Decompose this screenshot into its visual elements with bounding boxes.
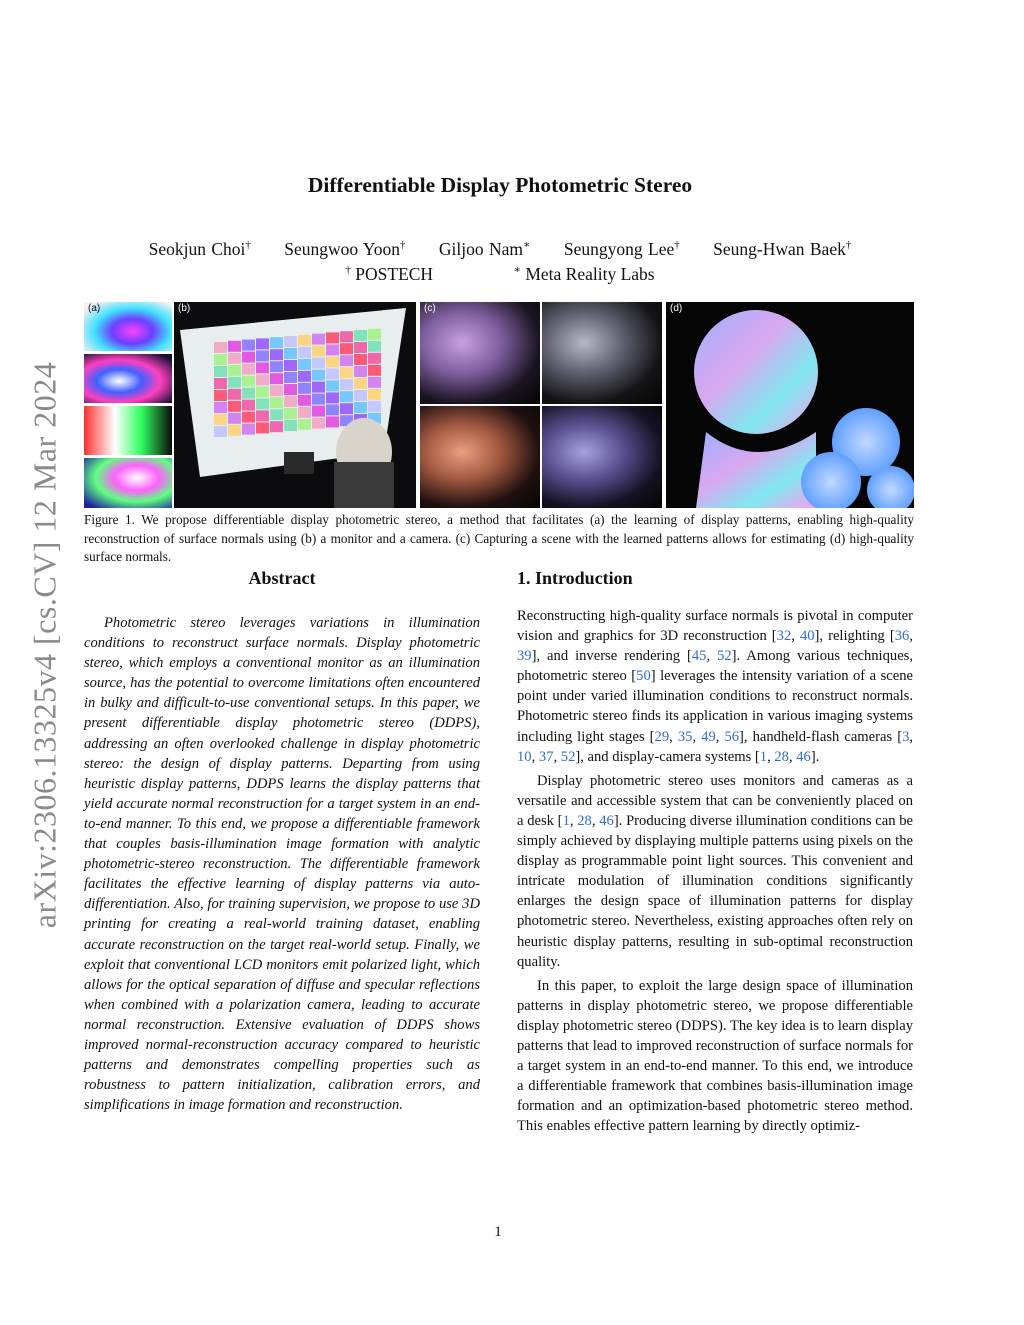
monitor-pattern-cell bbox=[228, 401, 241, 412]
panel-c-capture-3 bbox=[420, 406, 540, 508]
monitor-pattern-cell bbox=[214, 390, 227, 401]
monitor-pattern-cell bbox=[326, 380, 339, 391]
monitor-pattern-cell bbox=[256, 338, 269, 349]
monitor-pattern-cell bbox=[214, 402, 227, 413]
citation-link[interactable]: 40 bbox=[799, 628, 815, 645]
monitor-pattern-cell bbox=[312, 370, 325, 381]
monitor-pattern-cell bbox=[368, 329, 381, 340]
citation-link[interactable]: 1 bbox=[759, 748, 768, 765]
intro-paragraph-1: Reconstructing high-quality surface normals is pivotal in computer vision and graphics for 3D reconstruction [32, 40], relighting [36, 39], and inverse rendering [45, 52]. Among various techniques, photometric stereo [50] leverages the intensity variation of a scene point under varied illumination conditions to reconstruct normals. Photometric stereo finds its application in various imaging systems including light stages [29, 35, 49, 56], handheld-flash cameras [3, 10, 37, 52], and display-camera systems [1, 28, 46]. bbox=[517, 608, 914, 765]
monitor-pattern-cell bbox=[228, 377, 241, 388]
citation-link[interactable]: 10 bbox=[517, 748, 532, 765]
panel-label: (b) bbox=[178, 303, 191, 314]
monitor-pattern-cell bbox=[354, 354, 367, 365]
monitor-pattern-cell bbox=[326, 332, 339, 343]
monitor-pattern-cell bbox=[354, 366, 367, 377]
monitor-pattern-cell bbox=[312, 394, 325, 405]
monitor-pattern-cell bbox=[312, 346, 325, 357]
citation-link[interactable]: 32 bbox=[776, 628, 792, 645]
panel-a-pattern-3 bbox=[84, 406, 172, 455]
monitor-pattern-cell bbox=[256, 422, 269, 433]
monitor-pattern-cell bbox=[228, 389, 241, 400]
citation-link[interactable]: 50 bbox=[636, 668, 651, 685]
citation-link[interactable]: 37 bbox=[538, 748, 554, 765]
monitor-pattern-cell bbox=[270, 373, 283, 384]
abstract-heading: Abstract bbox=[248, 568, 316, 588]
citation-link[interactable]: 29 bbox=[654, 728, 670, 745]
monitor-pattern-cell bbox=[326, 344, 339, 355]
figure-1 bbox=[84, 302, 914, 508]
arxiv-sidebar bbox=[28, 345, 62, 945]
monitor-pattern-cell bbox=[270, 421, 283, 432]
citation-link[interactable]: 45 bbox=[691, 648, 707, 665]
monitor-pattern-cell bbox=[312, 334, 325, 345]
author: Giljoo Nam∗ bbox=[438, 239, 531, 259]
monitor-pattern-cell bbox=[256, 398, 269, 409]
monitor-pattern-cell bbox=[284, 372, 297, 383]
monitor-pattern-cell bbox=[354, 390, 367, 401]
monitor-pattern-cell bbox=[284, 348, 297, 359]
citation-link[interactable]: 3 bbox=[902, 728, 910, 745]
monitor-pattern-cell bbox=[214, 378, 227, 389]
citation-link[interactable]: 39 bbox=[517, 648, 532, 665]
monitor-pattern-cell bbox=[270, 397, 283, 408]
panel-label: (d) bbox=[670, 303, 683, 314]
monitor-pattern-cell bbox=[284, 408, 297, 419]
monitor-pattern-cell bbox=[340, 379, 353, 390]
monitor-pattern-cell bbox=[312, 418, 325, 429]
monitor-pattern-cell bbox=[214, 342, 227, 353]
page-number: 1 bbox=[494, 1224, 502, 1240]
monitor-pattern-cell bbox=[368, 377, 381, 388]
author: Seung-Hwan Baek† bbox=[713, 239, 852, 259]
monitor-pattern-cell bbox=[368, 365, 381, 376]
monitor-pattern-cell bbox=[256, 374, 269, 385]
panel-label: (a) bbox=[88, 303, 101, 314]
monitor-pattern-cell bbox=[298, 395, 311, 406]
panel-d-normal-map bbox=[666, 302, 914, 508]
monitor-pattern-cell bbox=[242, 388, 255, 399]
monitor-pattern-cell bbox=[354, 330, 367, 341]
panel-b-monitor-setup bbox=[174, 302, 416, 508]
citation-link[interactable]: 35 bbox=[677, 728, 693, 745]
author: Seokjun Choi† bbox=[148, 239, 251, 259]
monitor-pattern-cell bbox=[242, 400, 255, 411]
monitor-photo bbox=[174, 302, 416, 508]
monitor-pattern-cell bbox=[228, 425, 241, 436]
monitor-pattern-cell bbox=[326, 416, 339, 427]
panel-a-pattern-2 bbox=[84, 354, 172, 403]
citation-link[interactable]: 28 bbox=[577, 812, 592, 829]
monitor-pattern-cell bbox=[270, 409, 283, 420]
panel-c-capture-4 bbox=[542, 406, 662, 508]
monitor-pattern-cell bbox=[326, 356, 339, 367]
citation-link[interactable]: 28 bbox=[774, 748, 789, 765]
author-list bbox=[0, 239, 1000, 260]
intro-paragraph-2: Display photometric stereo uses monitors and cameras as a versatile and accessible system that can be conveniently placed on a desk [1, 28, 46]. Producing diverse illumination conditions can be simply achieved by displaying multiple patterns using pixels on the display as programmable point light sources. This convenient and intricate modulation of illumination conditions significantly enlarges the design space of illumination patterns for display photometric stereo. Nevertheless, existing approaches often rely on heuristic display patterns, resulting in sub-optimal reconstruction quality. bbox=[517, 772, 914, 970]
monitor-pattern-cell bbox=[270, 361, 283, 372]
monitor-pattern-cell bbox=[214, 354, 227, 365]
affiliation: † POSTECH bbox=[345, 264, 434, 284]
monitor-pattern-cell bbox=[228, 365, 241, 376]
panel-c-capture-2 bbox=[542, 302, 662, 404]
monitor-pattern-cell bbox=[312, 358, 325, 369]
monitor-pattern-cell bbox=[326, 404, 339, 415]
monitor-pattern-cell bbox=[242, 376, 255, 387]
panel-a-pattern-4 bbox=[84, 458, 172, 508]
panel-c-capture-1 bbox=[420, 302, 540, 404]
citation-link[interactable]: 46 bbox=[599, 812, 614, 829]
affiliation-list bbox=[0, 264, 1000, 285]
monitor-pattern-cell bbox=[284, 420, 297, 431]
citation-link[interactable]: 49 bbox=[701, 728, 716, 745]
monitor-pattern-cell bbox=[340, 391, 353, 402]
citation-link[interactable]: 52 bbox=[560, 748, 576, 765]
monitor-pattern-cell bbox=[298, 371, 311, 382]
citation-link[interactable]: 1 bbox=[562, 812, 570, 829]
author: Seungwoo Yoon† bbox=[284, 239, 406, 259]
monitor-pattern-cell bbox=[270, 349, 283, 360]
monitor-pattern-cell bbox=[256, 386, 269, 397]
monitor-pattern-cell bbox=[298, 335, 311, 346]
monitor-pattern-cell bbox=[242, 424, 255, 435]
panel-label: (c) bbox=[424, 303, 436, 314]
monitor-pattern-cell bbox=[284, 384, 297, 395]
citation-link[interactable]: 46 bbox=[796, 748, 811, 765]
paper-title: Differentiable Display Photometric Stereo bbox=[307, 173, 693, 197]
citation-link[interactable]: 52 bbox=[717, 648, 732, 665]
monitor-pattern-cell bbox=[256, 350, 269, 361]
monitor-pattern-cell bbox=[228, 353, 241, 364]
monitor-pattern-cell bbox=[312, 382, 325, 393]
monitor-pattern-cell bbox=[298, 347, 311, 358]
monitor-pattern-cell bbox=[326, 392, 339, 403]
monitor-pattern-cell bbox=[242, 364, 255, 375]
monitor-pattern-cell bbox=[368, 389, 381, 400]
monitor-pattern-cell bbox=[312, 406, 325, 417]
citation-link[interactable]: 36 bbox=[894, 628, 910, 645]
monitor-pattern-cell bbox=[228, 341, 241, 352]
arxiv-identifier: arXiv:2306.13325v4 [cs.CV] 12 Mar 2024 bbox=[26, 361, 63, 929]
monitor-pattern-cell bbox=[298, 383, 311, 394]
normal-map-render bbox=[666, 302, 914, 508]
monitor-pattern-cell bbox=[256, 410, 269, 421]
monitor-pattern-cell bbox=[242, 340, 255, 351]
monitor-pattern-cell bbox=[242, 352, 255, 363]
monitor-pattern-cell bbox=[340, 403, 353, 414]
monitor-pattern-cell bbox=[340, 355, 353, 366]
monitor-pattern-cell bbox=[284, 360, 297, 371]
introduction-text bbox=[517, 606, 913, 1140]
monitor-pattern-cell bbox=[368, 401, 381, 412]
monitor-pattern-cell bbox=[284, 336, 297, 347]
monitor-pattern-cell bbox=[270, 385, 283, 396]
monitor-pattern-cell bbox=[354, 378, 367, 389]
figure-caption: Figure 1. We propose differentiable display photometric stereo, a method that facilitates (a) the learning of display patterns, enabling high-quality reconstruction of surface normals using (b) a monitor and a camera. (c) Capturing a scene with the learned patterns allows for estimating (d) high-quality surface normals. bbox=[84, 512, 914, 564]
monitor-pattern-cell bbox=[298, 407, 311, 418]
monitor-pattern-cell bbox=[340, 343, 353, 354]
monitor-pattern-cell bbox=[368, 353, 381, 364]
affiliation: ∗ Meta Reality Labs bbox=[513, 264, 655, 284]
monitor-pattern-cell bbox=[214, 426, 227, 437]
monitor-pattern-cell bbox=[214, 366, 227, 377]
monitor-pattern-cell bbox=[368, 341, 381, 352]
introduction-heading: 1. Introduction bbox=[517, 568, 633, 588]
monitor-pattern-cell bbox=[256, 362, 269, 373]
abstract-text: Photometric stereo leverages variations in illumination conditions to reconstruct surface normals. Display photometric stereo, which employs a conventional monitor as an illumination source, has the potential to overcome limitations often encountered in bulky and difficult-to-use conventional setups. In this paper, we present differentiable display photometric stereo (DDPS), addressing an often overlooked challenge in display photometric stereo: the design of display patterns. Departing from using heuristic display patterns, DDPS learns the display patterns that yield accurate normal reconstruction for a target system in an end-to-end manner. To this end, we propose a differentiable framework that couples basis-illumination image formation with analytic photometric-stereo reconstruction. The differentiable framework facilitates the effective learning of display patterns via auto-differentiation. Also, for training supervision, we propose to use 3D printing for creating a real-world training dataset, enabling accurate reconstruction on the target real-world setup. Finally, we exploit that conventional LCD monitors emit polarized light, which allows for the optical separation of diffuse and specular reflections when combined with a polarization camera, leading to accurate normal reconstruction. Extensive evaluation of DDPS shows improved normal-reconstruction accuracy compared to heuristic patterns and demonstrates compelling properties such as robustness to pattern initialization, calibration errors, and simplifications in image formation and reconstruction. bbox=[84, 615, 480, 1114]
monitor-pattern-cell bbox=[284, 396, 297, 407]
monitor-pattern-cell bbox=[298, 419, 311, 430]
monitor-pattern-cell bbox=[354, 342, 367, 353]
monitor-pattern-cell bbox=[228, 413, 241, 424]
intro-paragraph-3: In this paper, to exploit the large design space of illumination patterns in display photometric stereo, we propose differentiable display photometric stereo (DDPS). The key idea is to learn display patterns that lead to improved reconstruction of surface normals for a target system in an end-to-end manner. To this end, we introduce a differentiable framework that combines basis-illumination image formation and an optimization-based photometric stereo method. This enables effective pattern learning by directly optimiz- bbox=[517, 977, 913, 1135]
author: Seungyong Lee† bbox=[563, 239, 680, 259]
monitor-pattern-cell bbox=[326, 368, 339, 379]
monitor-pattern-cell bbox=[340, 367, 353, 378]
monitor-pattern-cell bbox=[354, 402, 367, 413]
monitor-pattern-cell bbox=[340, 331, 353, 342]
monitor-pattern-cell bbox=[242, 412, 255, 423]
monitor-pattern-cell bbox=[270, 337, 283, 348]
monitor-pattern-cell bbox=[298, 359, 311, 370]
citation-link[interactable]: 56 bbox=[724, 728, 740, 745]
monitor-pattern-cell bbox=[214, 414, 227, 425]
